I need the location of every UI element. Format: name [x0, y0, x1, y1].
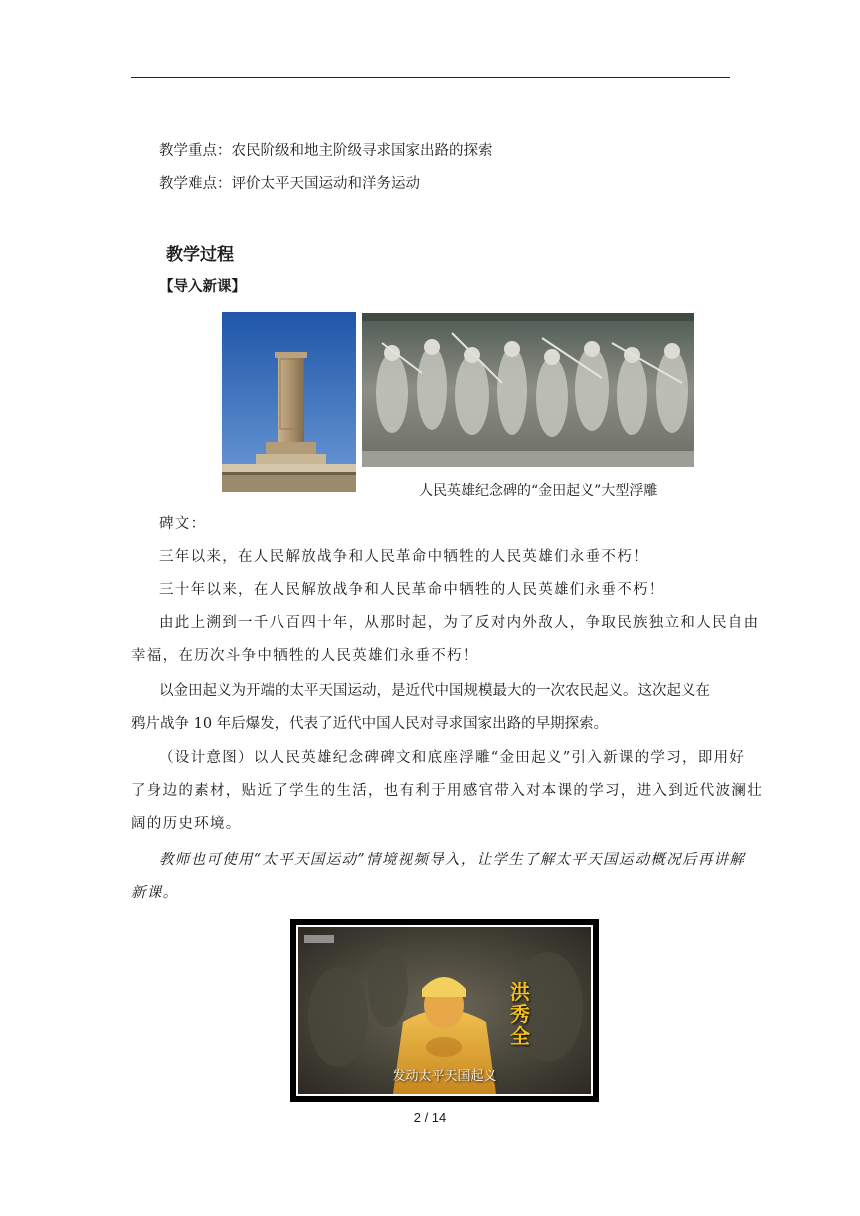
design-intent-1c: 阔的历史环境。	[131, 816, 242, 832]
inscription-line-1: 三年以来，在人民解放战争和人民革命中牺牲的人民英雄们永垂不朽！	[159, 549, 649, 565]
video-name-overlay: 洪秀全	[510, 980, 530, 1048]
page-number: 2 / 14	[413, 1110, 447, 1125]
inscription-label: 碑文：	[159, 516, 207, 532]
video-frame	[290, 919, 599, 1102]
design-intent-1a: （设计意图）以人民英雄纪念碑碑文和底座浮雕“金田起义”引入新课的学习，即用好	[159, 750, 746, 766]
video-screen	[296, 925, 593, 1096]
teacher-note-b: 新课。	[131, 885, 179, 901]
paragraph-1a: 以金田起义为开端的太平天国运动，是近代中国规模最大的一次农民起义。这次起义在	[159, 683, 710, 699]
image-caption: 人民英雄纪念碑的“金田起义”大型浮雕	[419, 483, 658, 499]
section-title: 教学过程	[166, 245, 234, 265]
inscription-line-2: 三十年以来，在人民解放战争和人民革命中牺牲的人民英雄们永垂不朽！	[159, 582, 665, 598]
teaching-difficulty: 教学难点：评价太平天国运动和洋务运动	[159, 176, 420, 192]
inscription-line-3a: 由此上溯到一千八百四十年，从那时起，为了反对内外敌人，争取民族独立和人民自由	[159, 615, 760, 631]
paragraph-1b: 鸦片战争 10 年后爆发，代表了近代中国人民对寻求国家出路的早期探索。	[131, 716, 609, 732]
monument-photo	[222, 312, 356, 492]
teacher-note-a: 教师也可使用“太平天国运动”情境视频导入，让学生了解太平天国运动概况后再讲解	[159, 852, 746, 868]
relief-photo	[362, 313, 694, 467]
subsection-title: 【导入新课】	[159, 279, 246, 295]
header-rule	[131, 77, 730, 78]
video-subtitle: 发动太平天国起义	[392, 1069, 497, 1084]
design-intent-1b: 了身边的素材，贴近了学生的生活，也有利于用感官带入对本课的学习，进入到近代波澜壮	[131, 783, 763, 799]
inscription-line-3b: 幸福，在历次斗争中牺牲的人民英雄们永垂不朽！	[131, 648, 479, 664]
teaching-focus: 教学重点：农民阶级和地主阶级寻求国家出路的探索	[159, 143, 493, 159]
